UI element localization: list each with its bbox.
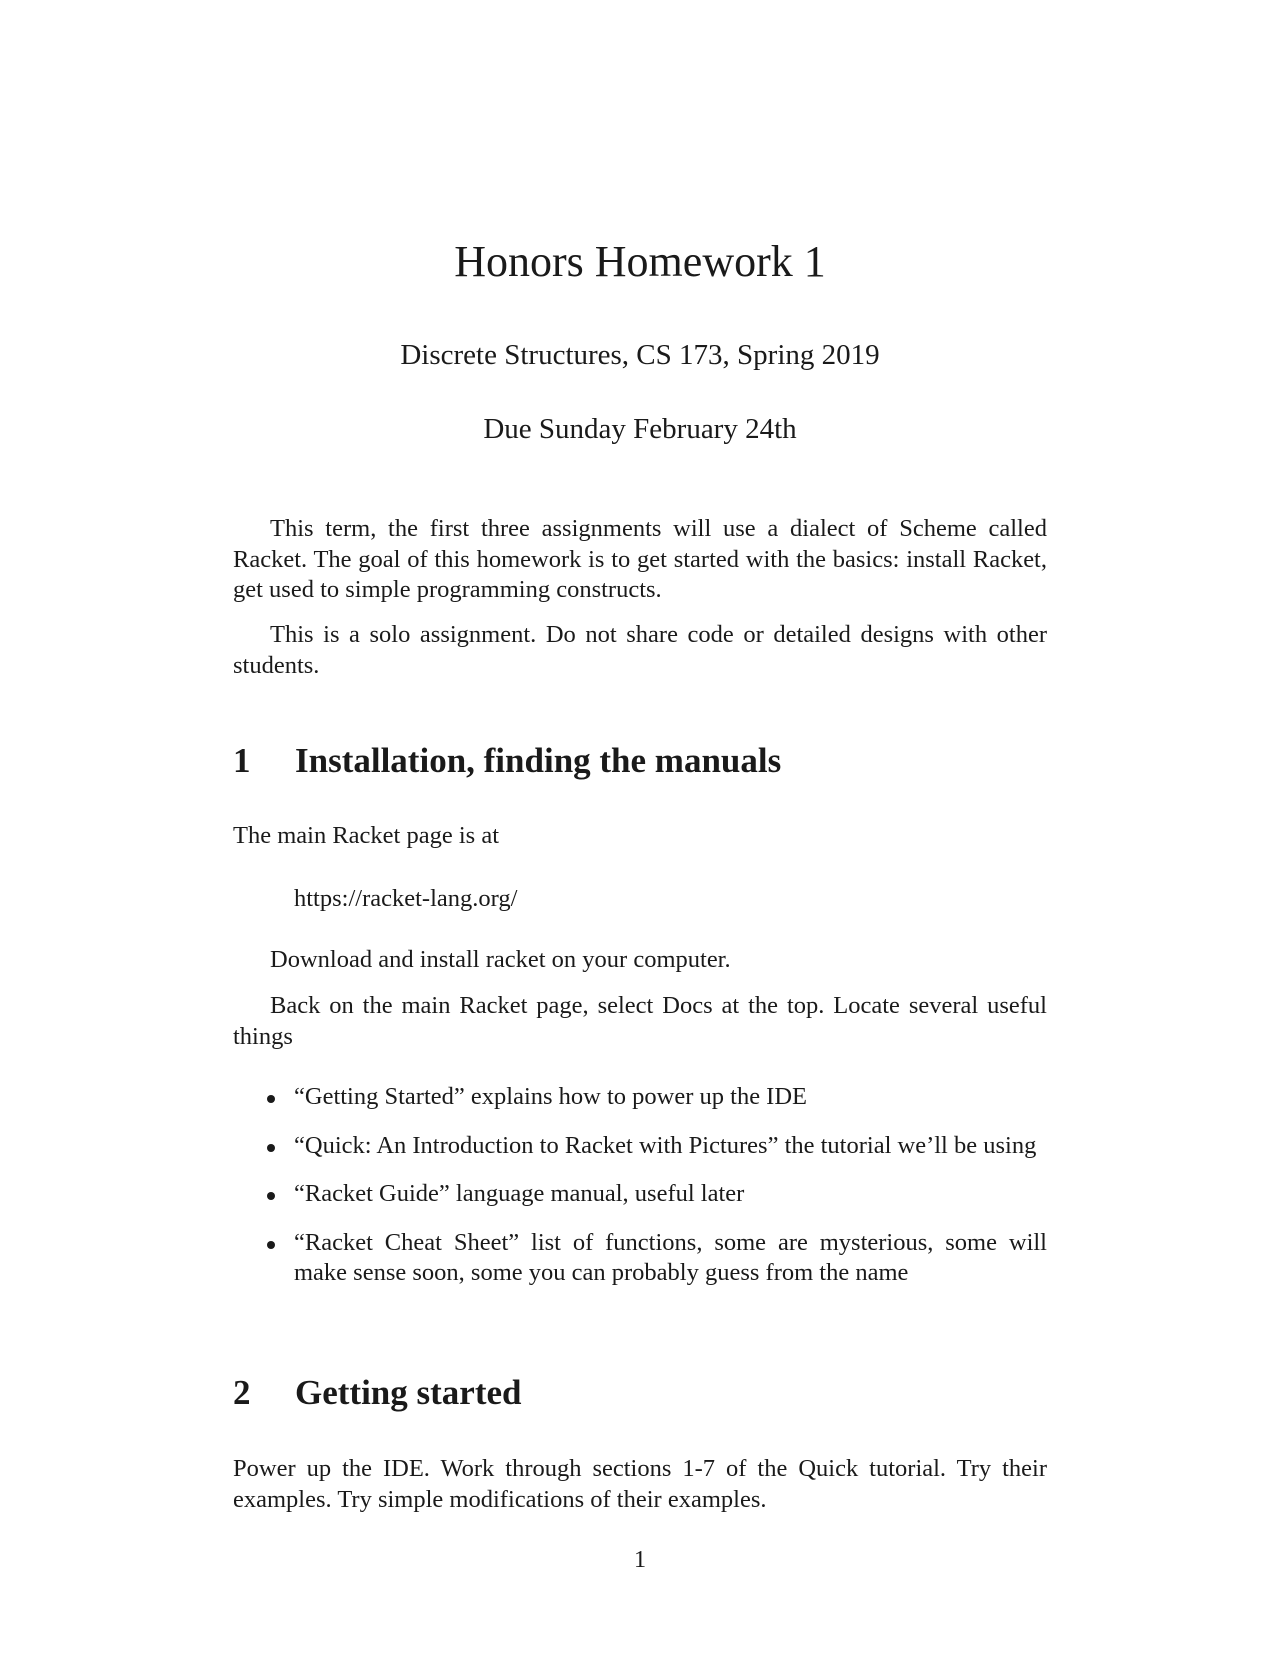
racket-url-link[interactable]: https://racket-lang.org/ — [294, 885, 518, 912]
bullet-icon — [267, 1095, 275, 1103]
bullet-icon — [267, 1192, 275, 1200]
list-item — [233, 1228, 1047, 1289]
download-paragraph: Download and install racket on your computer. — [270, 946, 731, 973]
getting-started-paragraph: Power up the IDE. Work through sections 1-7 of the Quick tutorial. Try their examples. Try simple modifications of their examples. — [233, 1455, 1047, 1513]
list-item-text: “Racket Cheat Sheet” list of functions, some are mysterious, some will make sense soon, some you can probably guess from the name — [294, 1228, 1047, 1286]
section-heading-getting-started — [233, 1372, 1047, 1414]
list-item — [233, 1082, 1047, 1113]
due-date: Due Sunday February 24th — [483, 413, 797, 445]
section-title: Getting started — [295, 1373, 522, 1412]
list-item — [233, 1131, 1047, 1162]
list-item-text: “Racket Guide” language manual, useful later — [294, 1180, 745, 1207]
section-number: 1 — [233, 741, 251, 780]
section-heading-installation — [233, 740, 1047, 782]
racket-page-paragraph: The main Racket page is at — [233, 822, 499, 849]
docs-bullet-list — [233, 1082, 1047, 1307]
section-number: 2 — [233, 1373, 251, 1412]
document-title: Honors Homework 1 — [454, 237, 826, 286]
list-item — [233, 1179, 1047, 1210]
bullet-icon — [267, 1144, 275, 1152]
section-title: Installation, finding the manuals — [295, 741, 782, 780]
intro-paragraph: This term, the first three assignments will use a dialect of Scheme called Racket. The goal of this homework is to get started with the basics: install Racket, get used to simple programming constructs. — [233, 515, 1047, 603]
list-item-text: “Quick: An Introduction to Racket with Pictures” the tutorial we’ll be using — [294, 1131, 1037, 1159]
bullet-icon — [267, 1241, 275, 1249]
course-subtitle: Discrete Structures, CS 173, Spring 2019 — [400, 339, 880, 371]
list-item-text: “Getting Started” explains how to power up the IDE — [294, 1083, 808, 1110]
solo-assignment-paragraph: This is a solo assignment. Do not share code or detailed designs with other students. — [233, 621, 1047, 679]
page-number: 1 — [633, 1546, 647, 1573]
docs-paragraph: Back on the main Racket page, select Docs at the top. Locate several useful things — [233, 992, 1047, 1050]
